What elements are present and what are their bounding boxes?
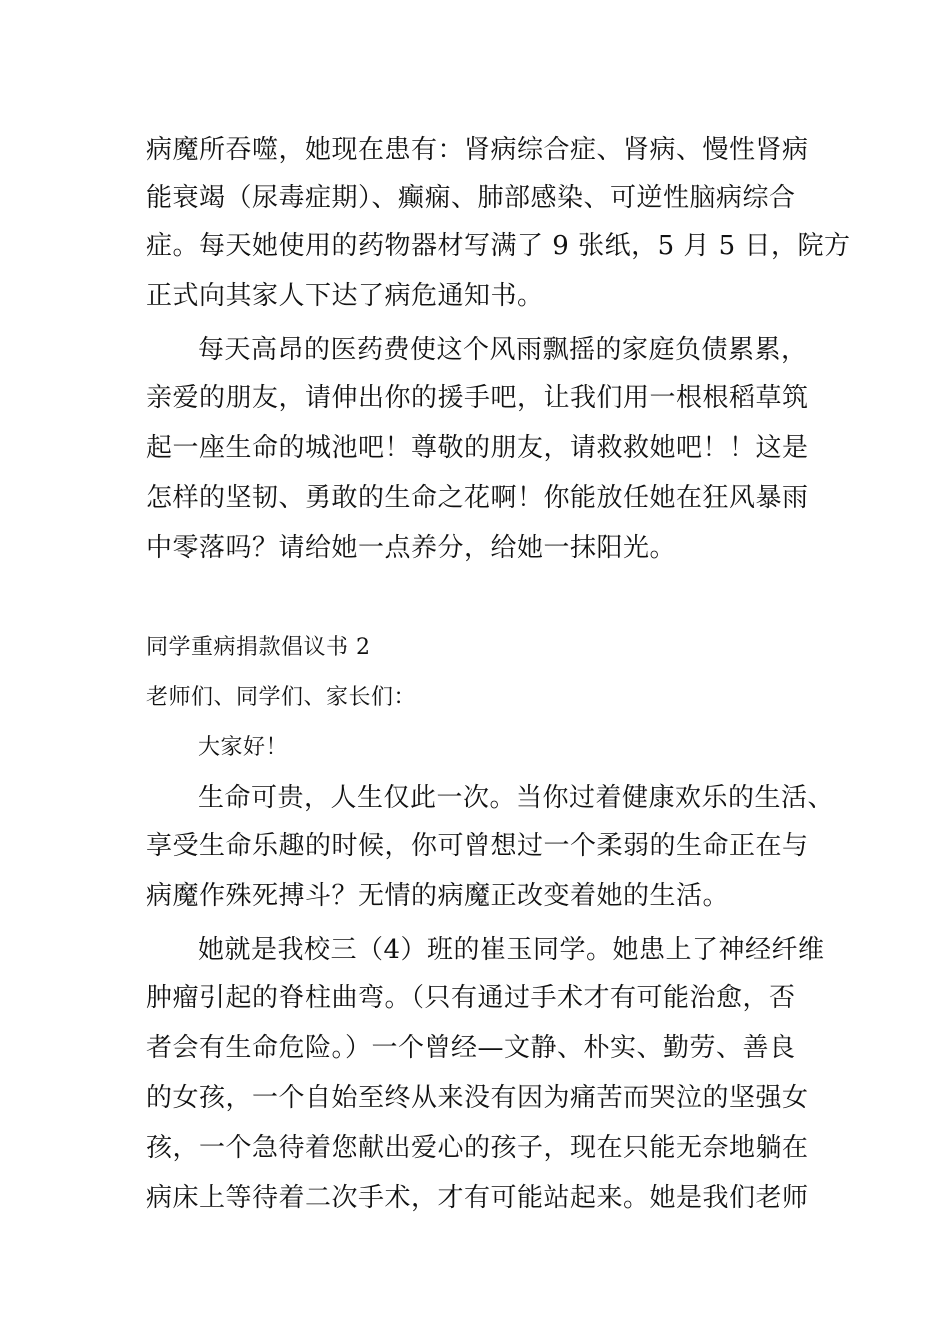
paragraph-line: 每天高昂的医药费使这个风雨飘摇的家庭负债累累， (198, 335, 808, 365)
paragraph-line: 病魔所吞噬，她现在患有：肾病综合症、肾病、慢性肾病 (146, 135, 809, 165)
paragraph-line: 者会有生命危险。）一个曾经—文静、朴实、勤劳、善良 (146, 1033, 796, 1063)
paragraph-line: 病床上等待着二次手术，才有可能站起来。她是我们老师 (146, 1183, 809, 1213)
paragraph-line: 孩，一个急待着您献出爱心的孩子，现在只能无奈地躺在 (146, 1133, 809, 1163)
paragraph-line: 享受生命乐趣的时候，你可曾想过一个柔弱的生命正在与 (146, 831, 809, 861)
section-title: 同学重病捐款倡议书 2 (146, 635, 371, 660)
paragraph-line: 的女孩，一个自始至终从来没有因为痛苦而哭泣的坚强女 (146, 1083, 809, 1113)
salutation: 老师们、同学们、家长们： (146, 685, 417, 710)
paragraph-line: 能衰竭（尿毒症期）、癫痫、肺部感染、可逆性脑病综合 (146, 183, 796, 213)
paragraph-line: 生命可贵，人生仅此一次。当你过着健康欢乐的生活、 (198, 783, 835, 813)
paragraph-line: 亲爱的朋友，请伸出你的援手吧，让我们用一根根稻草筑 (146, 383, 809, 413)
paragraph-line: 正式向其家人下达了病危通知书。 (146, 281, 544, 311)
paragraph-line: 她就是我校三（4）班的崔玉同学。她患上了神经纤维 (198, 935, 825, 965)
paragraph-line: 肿瘤引起的脊柱曲弯。（只有通过手术才有可能治愈，否 (146, 983, 796, 1013)
paragraph-line: 怎样的坚韧、勇敢的生命之花啊！你能放任她在狂风暴雨 (146, 483, 809, 513)
paragraph-line: 症。每天她使用的药物器材写满了 9 张纸，5 月 5 日，院方 (146, 231, 851, 261)
paragraph-line: 起一座生命的城池吧！尊敬的朋友，请救救她吧！！这是 (146, 433, 809, 463)
paragraph-line: 中零落吗？请给她一点养分，给她一抹阳光。 (146, 533, 677, 563)
paragraph-line: 病魔作殊死搏斗？无情的病魔正改变着她的生活。 (146, 881, 730, 911)
greeting: 大家好！ (198, 735, 289, 760)
